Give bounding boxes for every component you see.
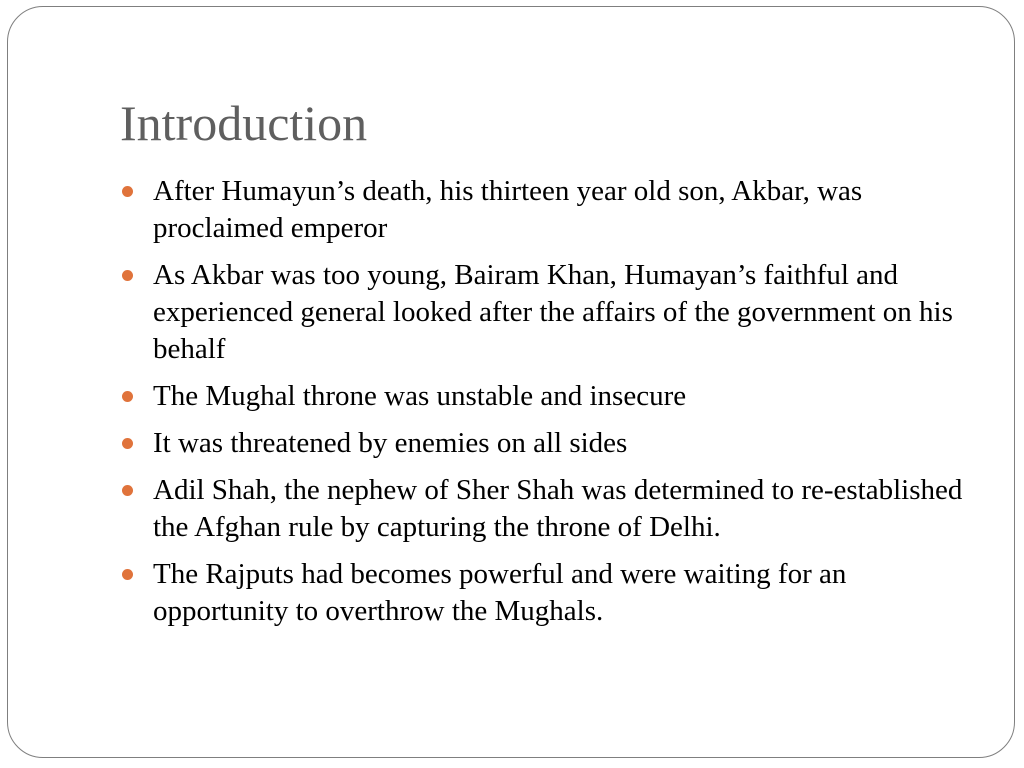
bullet-text: The Mughal throne was unstable and insecure (153, 380, 687, 412)
bullet-text: The Rajputs had becomes powerful and were waiting for an opportunity to overthrow the Mughals. (153, 558, 847, 627)
bullet-dot-icon (122, 391, 133, 402)
bullet-item (120, 257, 980, 368)
bullet-text: It was threatened by enemies on all sides (153, 427, 628, 459)
bullet-dot-icon (122, 438, 133, 449)
slide-frame (7, 6, 1015, 758)
slide-title: Introduction (120, 95, 368, 151)
bullet-item (120, 425, 980, 462)
bullet-dot-icon (122, 485, 133, 496)
bullet-item (120, 472, 980, 546)
bullet-item (120, 173, 980, 247)
bullet-text: After Humayun’s death, his thirteen year old son, Akbar, was proclaimed emperor (153, 175, 863, 244)
bullet-list (120, 173, 980, 640)
bullet-text: Adil Shah, the nephew of Sher Shah was determined to re-established the Afghan rule by capturing the throne of Delhi. (153, 474, 963, 543)
bullet-item (120, 378, 980, 415)
bullet-dot-icon (122, 569, 133, 580)
bullet-dot-icon (122, 270, 133, 281)
bullet-item (120, 556, 980, 630)
bullet-dot-icon (122, 186, 133, 197)
bullet-text: As Akbar was too young, Bairam Khan, Humayan’s faithful and experienced general looked after the affairs of the government on his behalf (153, 259, 953, 365)
